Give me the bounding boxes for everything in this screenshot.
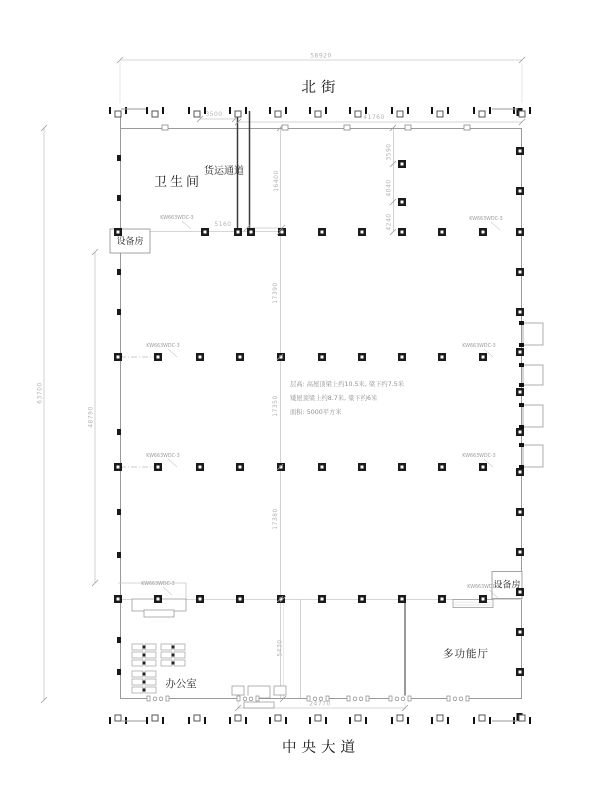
desk <box>145 671 156 677</box>
colonnade-column <box>152 715 158 721</box>
restroom-label: 卫生间 <box>153 175 203 190</box>
wall-tick <box>117 509 121 515</box>
sofa <box>244 702 274 708</box>
dim-overall-height: 63700 <box>36 382 44 404</box>
street-colonnade-south <box>109 715 531 724</box>
dim-inner-height: 48790 <box>87 406 95 428</box>
beam-annotation: KW663WDC-3 <box>160 216 194 221</box>
window-symbol <box>405 125 411 130</box>
dimension-ticks <box>41 57 525 711</box>
colonnade-column <box>519 111 525 117</box>
desk <box>132 652 143 658</box>
wall-tick <box>117 155 121 161</box>
window-symbol <box>464 125 470 130</box>
loading-door <box>523 405 543 427</box>
sofa-chair <box>274 686 286 695</box>
beam-annotation: KW663WDC-3 <box>467 585 501 590</box>
colonnade-column <box>397 715 403 721</box>
room-outlines <box>110 229 522 608</box>
desk <box>145 644 156 650</box>
dim-corridor-bay: 5160 <box>214 221 232 228</box>
desk <box>132 671 143 677</box>
dim-bay-b1: 17390 <box>272 282 279 304</box>
wall-tick <box>117 669 121 675</box>
desk <box>145 660 156 666</box>
colonnade-column <box>115 715 121 721</box>
window-symbols <box>162 125 470 130</box>
desk <box>145 687 156 693</box>
dim-north-bay: 3500 <box>205 111 223 118</box>
south-street-label: 中央大道 <box>282 740 360 756</box>
colonnade-column <box>315 111 321 117</box>
window-symbol <box>282 125 288 130</box>
desk <box>132 660 143 666</box>
desk <box>132 687 143 693</box>
desk <box>174 660 185 666</box>
colonnade-column <box>315 715 321 721</box>
dim-tick <box>390 199 396 205</box>
leader-line <box>168 349 177 357</box>
multifunction-hall-label: 多功能厅 <box>443 648 489 660</box>
dim-bay-b3: 17380 <box>272 508 279 530</box>
colonnade-column <box>355 111 361 117</box>
leader-line <box>491 222 500 230</box>
colonnade-column <box>519 715 525 721</box>
colonnade-column <box>194 715 200 721</box>
colonnade-column <box>152 111 158 117</box>
colonnade-column <box>397 111 403 117</box>
colonnade-column <box>194 111 200 117</box>
colonnade-column <box>235 715 241 721</box>
desk <box>174 652 185 658</box>
equipment-room-right-label: 设备房 <box>493 580 521 591</box>
loading-door <box>523 323 543 345</box>
dim-south-span: 24770 <box>309 700 331 708</box>
office-label: 办公室 <box>165 678 197 690</box>
desk <box>161 644 172 650</box>
dim-bay-b2: 17350 <box>272 395 279 417</box>
wall-tick <box>117 309 121 315</box>
beam-annotation: KW663WDC-3 <box>462 344 496 349</box>
dim-tick <box>390 161 396 167</box>
desk <box>132 679 143 685</box>
beam-annotation: KW663WDC-3 <box>141 582 175 587</box>
dim-east-bay3: 4240 <box>385 213 393 231</box>
dim-overall-width: 58920 <box>310 52 332 60</box>
beam-annotation: KW663WDC-3 <box>146 344 180 349</box>
leader-line <box>182 221 191 229</box>
street-colonnade-north <box>109 107 531 117</box>
desk <box>174 644 185 650</box>
beam-annotation: KW663WDC-3 <box>469 217 503 222</box>
freight-corridor-label: 货运通道 <box>204 166 244 177</box>
dimension-lines <box>44 60 522 710</box>
beam-annotation: KW663WDC-3 <box>462 454 496 459</box>
colonnade-column <box>479 111 485 117</box>
colonnade-column <box>115 111 121 117</box>
desk <box>132 644 143 650</box>
dim-office-depth: 5430 <box>276 639 284 657</box>
dimension-texts <box>37 53 393 708</box>
desk <box>161 652 172 658</box>
leader-line <box>163 587 172 595</box>
note-line1: 层高: 高屋顶梁上约10.5米, 梁下约7.5米 <box>290 381 405 388</box>
beam-annotation: KW663WDC-3 <box>146 454 180 459</box>
colonnade-column <box>275 111 281 117</box>
colonnade-column <box>355 715 361 721</box>
north-street-label: 北街 <box>301 80 341 96</box>
colonnade-column <box>437 111 443 117</box>
dim-east-bay1: 3590 <box>385 143 393 161</box>
loading-door <box>523 365 543 385</box>
spec-notes <box>290 379 405 416</box>
dim-corridor-length: 16400 <box>273 170 280 192</box>
dim-east-bay2: 4040 <box>385 179 393 197</box>
wall-tick <box>117 269 121 275</box>
beam-annotations <box>141 215 502 590</box>
wall-tick <box>117 195 121 201</box>
note-line3: 面积: 5000平方米 <box>290 409 342 416</box>
wall-tick <box>117 429 121 435</box>
colonnade-column <box>275 715 281 721</box>
leader-line <box>168 459 177 467</box>
wall-tick <box>117 637 121 643</box>
dim-north-span: 41760 <box>363 114 385 121</box>
equipment-room-left-label: 设备房 <box>116 237 144 247</box>
sofa-chair <box>232 686 244 695</box>
note-line2: 矮屋顶梁上约8.7米, 梁下约6米 <box>290 395 378 402</box>
desk <box>145 679 156 685</box>
colonnade-column <box>437 715 443 721</box>
desk <box>145 652 156 658</box>
loading-door <box>523 445 543 467</box>
window-symbol <box>162 125 168 130</box>
window-symbol <box>344 125 350 130</box>
wall-tick <box>117 552 121 558</box>
colonnade-column <box>479 715 485 721</box>
desk <box>161 660 172 666</box>
